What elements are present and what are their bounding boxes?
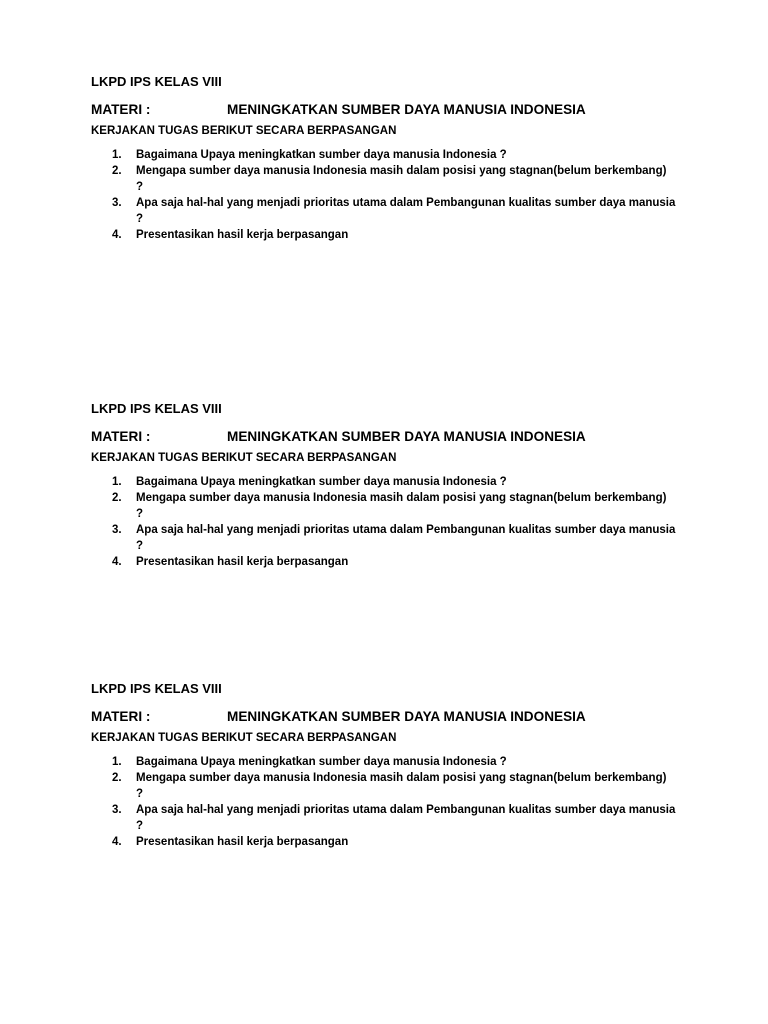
task-text: Mengapa sumber daya manusia Indonesia masih dalam posisi yang stagnan(belum berkembang) ? [136, 165, 667, 193]
task-text: Apa saja hal-hal yang menjadi prioritas utama dalam Pembangunan kualitas sumber daya manusia ? [136, 197, 676, 225]
instruction-text: KERJAKAN TUGAS BERIKUT SECARA BERPASANGAN [91, 452, 397, 464]
task-text: Apa saja hal-hal yang menjadi prioritas utama dalam Pembangunan kualitas sumber daya manusia ? [136, 524, 676, 552]
task-number: 4. [112, 556, 122, 568]
worksheet-title: LKPD IPS KELAS VIII [91, 401, 222, 416]
worksheet-title: LKPD IPS KELAS VIII [91, 74, 222, 89]
task-number: 2. [112, 772, 122, 784]
task-text: Bagaimana Upaya meningkatkan sumber daya manusia Indonesia ? [136, 476, 507, 488]
task-text: Bagaimana Upaya meningkatkan sumber daya manusia Indonesia ? [136, 149, 507, 161]
materi-label: MATERI : [91, 102, 151, 117]
task-item [91, 163, 676, 195]
task-number: 4. [112, 229, 122, 241]
task-item [91, 147, 676, 163]
worksheet-3 [91, 681, 711, 850]
task-text: Presentasikan hasil kerja berpasangan [136, 836, 349, 848]
materi-row [91, 708, 711, 725]
worksheet-title: LKPD IPS KELAS VIII [91, 681, 222, 696]
task-number: 2. [112, 492, 122, 504]
worksheet-1 [91, 74, 711, 243]
materi-row [91, 428, 711, 445]
task-item [91, 770, 676, 802]
task-item [91, 522, 676, 554]
task-item [91, 834, 676, 850]
task-text: Mengapa sumber daya manusia Indonesia masih dalam posisi yang stagnan(belum berkembang) ? [136, 492, 667, 520]
task-number: 3. [112, 197, 122, 209]
instruction-text: KERJAKAN TUGAS BERIKUT SECARA BERPASANGAN [91, 732, 397, 744]
task-item [91, 490, 676, 522]
task-list [91, 474, 711, 570]
task-text: Presentasikan hasil kerja berpasangan [136, 229, 349, 241]
materi-label: MATERI : [91, 429, 151, 444]
task-text: Bagaimana Upaya meningkatkan sumber daya manusia Indonesia ? [136, 756, 507, 768]
task-number: 2. [112, 165, 122, 177]
task-item [91, 227, 676, 243]
task-item [91, 802, 676, 834]
task-item [91, 754, 676, 770]
materi-value: MENINGKATKAN SUMBER DAYA MANUSIA INDONESIA [227, 429, 586, 444]
task-number: 1. [112, 149, 122, 161]
materi-value: MENINGKATKAN SUMBER DAYA MANUSIA INDONESIA [227, 102, 586, 117]
task-text: Apa saja hal-hal yang menjadi prioritas utama dalam Pembangunan kualitas sumber daya manusia ? [136, 804, 676, 832]
task-number: 3. [112, 804, 122, 816]
task-list [91, 147, 711, 243]
task-number: 1. [112, 476, 122, 488]
materi-row [91, 101, 711, 118]
task-number: 3. [112, 524, 122, 536]
materi-label: MATERI : [91, 709, 151, 724]
task-item [91, 195, 676, 227]
worksheet-2 [91, 401, 711, 570]
task-number: 1. [112, 756, 122, 768]
task-item [91, 554, 676, 570]
task-text: Presentasikan hasil kerja berpasangan [136, 556, 349, 568]
task-text: Mengapa sumber daya manusia Indonesia masih dalam posisi yang stagnan(belum berkembang) ? [136, 772, 667, 800]
task-list [91, 754, 711, 850]
materi-value: MENINGKATKAN SUMBER DAYA MANUSIA INDONESIA [227, 709, 586, 724]
instruction-text: KERJAKAN TUGAS BERIKUT SECARA BERPASANGAN [91, 125, 397, 137]
task-item [91, 474, 676, 490]
task-number: 4. [112, 836, 122, 848]
